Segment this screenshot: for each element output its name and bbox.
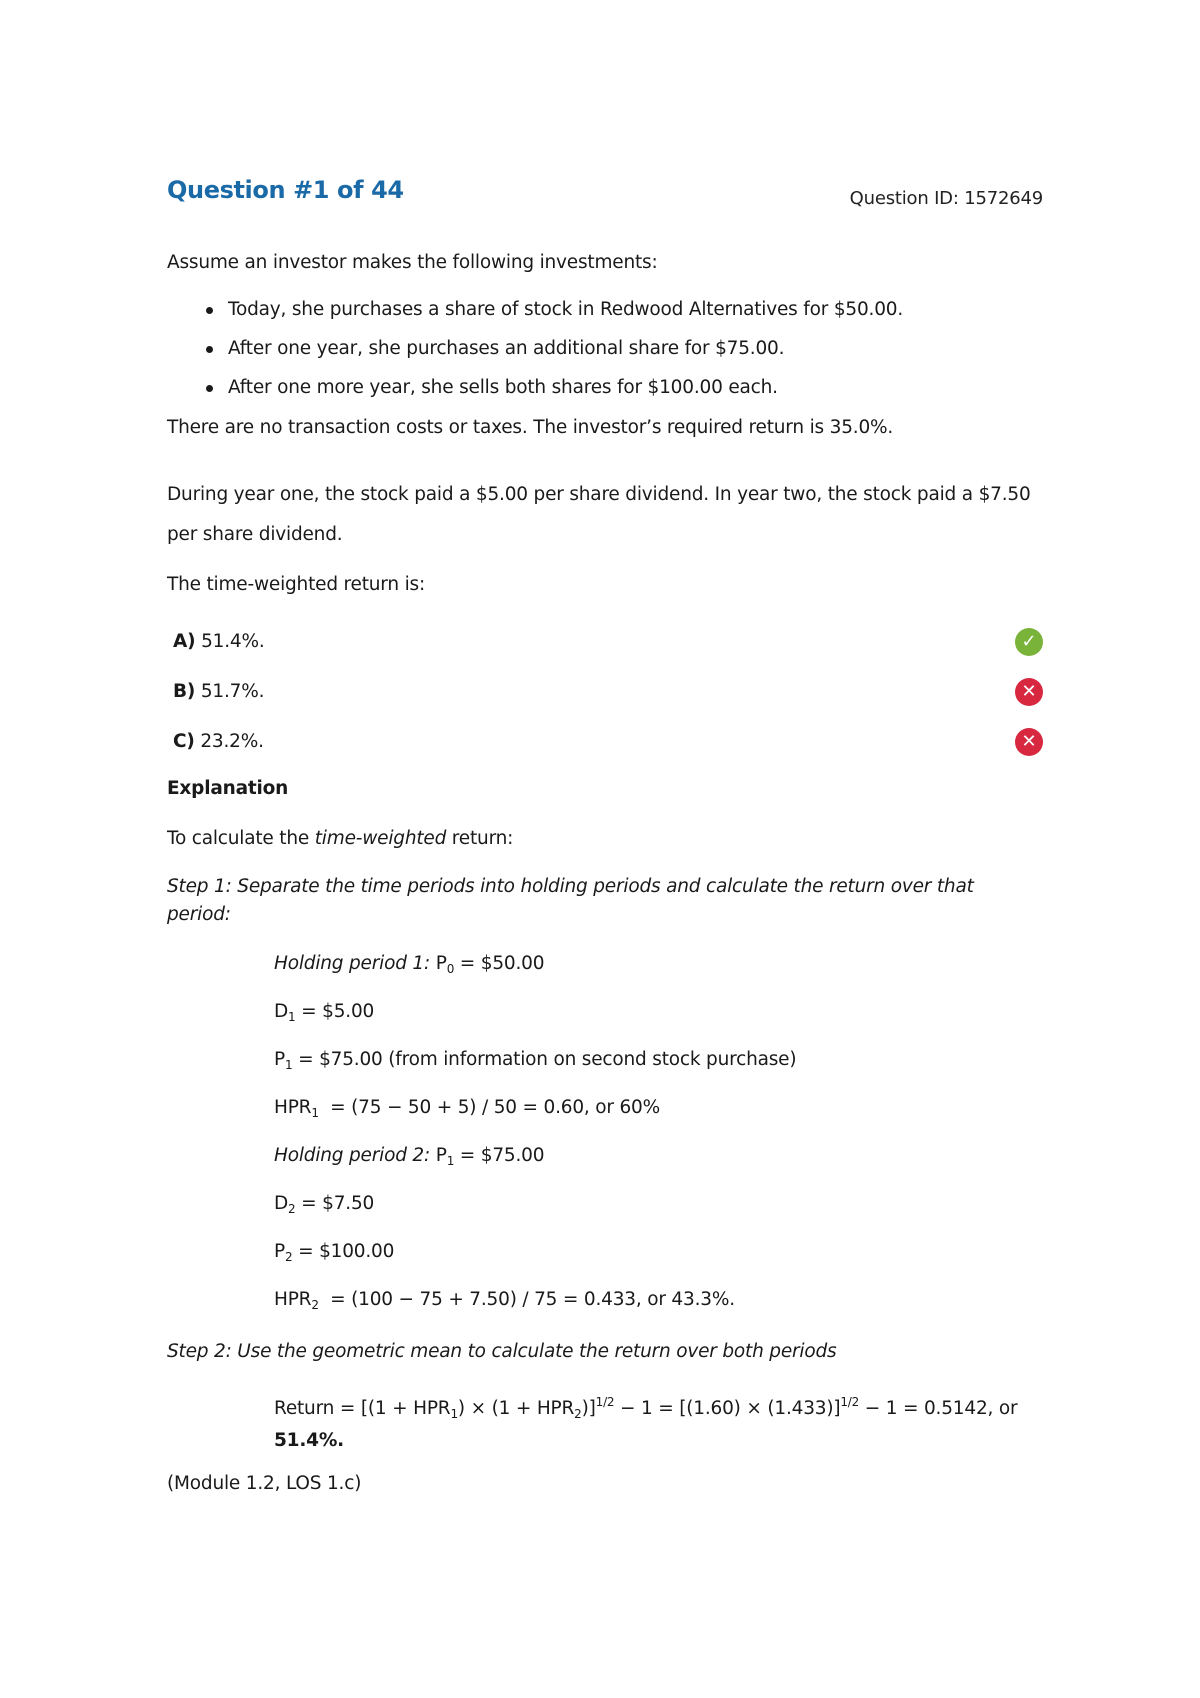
dividend-2: $D_2$ = $7.50 <box>274 1193 375 1216</box>
answer-text: 51.7%. <box>200 681 265 702</box>
price-2: $P_2$ = $100.00 <box>274 1241 395 1264</box>
holding-period-2: Holding period 2: $P_1$ = $75.00 <box>274 1145 545 1168</box>
explanation-intro: To calculate the time-weighted return: <box>167 828 514 849</box>
list-item: Today, she purchases a share of stock in Redwood Alternatives for $50.00. <box>228 299 1043 321</box>
question-prompt: The time-weighted return is: <box>167 574 425 595</box>
explanation-heading: Explanation <box>167 778 289 799</box>
question-intro: Assume an investor makes the following investments: <box>167 252 658 273</box>
question-header <box>167 170 1043 230</box>
step-1: Step 1: Separate the time periods into holding periods and calculate the return over that period: <box>167 876 974 925</box>
step-1-calculations <box>167 953 1043 1311</box>
price-1: $P_1$ = $75.00 (from information on second stock purchase) <box>274 1049 797 1072</box>
step-2: Step 2: Use the geometric mean to calculate the return over both periods <box>167 1341 837 1362</box>
x-circle-icon: ✕ <box>1015 678 1043 706</box>
hpr-1: $HPR_1 = (75 - 50 + 5) / 50 = 0.60$, or 60% <box>274 1097 660 1120</box>
hpr-2: $HPR_2 = (100 - 75 + 7.50) / 75 = 0.433$, or 43.3%. <box>274 1289 735 1312</box>
answer-choice-b[interactable] <box>167 678 1043 728</box>
answer-choice-a[interactable] <box>167 628 1043 678</box>
answer-letter: A) <box>173 631 196 652</box>
answer-choices <box>167 628 1043 778</box>
question-id: Question ID: 1572649 <box>849 188 1043 209</box>
question-paragraph: There are no transaction costs or taxes. The investor’s required return is 35.0%. <box>167 417 894 438</box>
dividend-1: $D_1$ = $5.00 <box>274 1001 375 1024</box>
investment-list <box>167 299 1043 399</box>
check-circle-icon: ✓ <box>1015 628 1043 656</box>
return-result: 51.4%. <box>274 1430 345 1451</box>
question-page <box>167 170 1043 1495</box>
answer-text: 23.2%. <box>200 731 264 752</box>
module-reference: (Module 1.2, LOS 1.c) <box>167 1473 362 1494</box>
holding-period-1: Holding period 1: $P_0$ = $50.00 <box>274 953 545 976</box>
answer-letter: B) <box>173 681 196 702</box>
answer-letter: C) <box>173 731 195 752</box>
return-formula: Return = $[(1 + HPR_1) \times (1 + HPR_2)]^{1/2} - 1 = [(1.60) \times (1.433)]^{1/2} - 1 = 0.5142$, or 51.4%. <box>274 1395 1018 1451</box>
answer-text: 51.4%. <box>201 631 265 652</box>
question-title: Question #1 of 44 <box>167 176 404 204</box>
step-2-calculation <box>167 1393 1043 1457</box>
question-paragraph: During year one, the stock paid a $5.00 per share dividend. In year two, the stock paid a $7.50 per share dividend. <box>167 484 1031 545</box>
answer-choice-c[interactable] <box>167 728 1043 778</box>
list-item: After one year, she purchases an additional share for $75.00. <box>228 338 1043 360</box>
list-item: After one more year, she sells both shares for $100.00 each. <box>228 377 1043 399</box>
x-circle-icon: ✕ <box>1015 728 1043 756</box>
